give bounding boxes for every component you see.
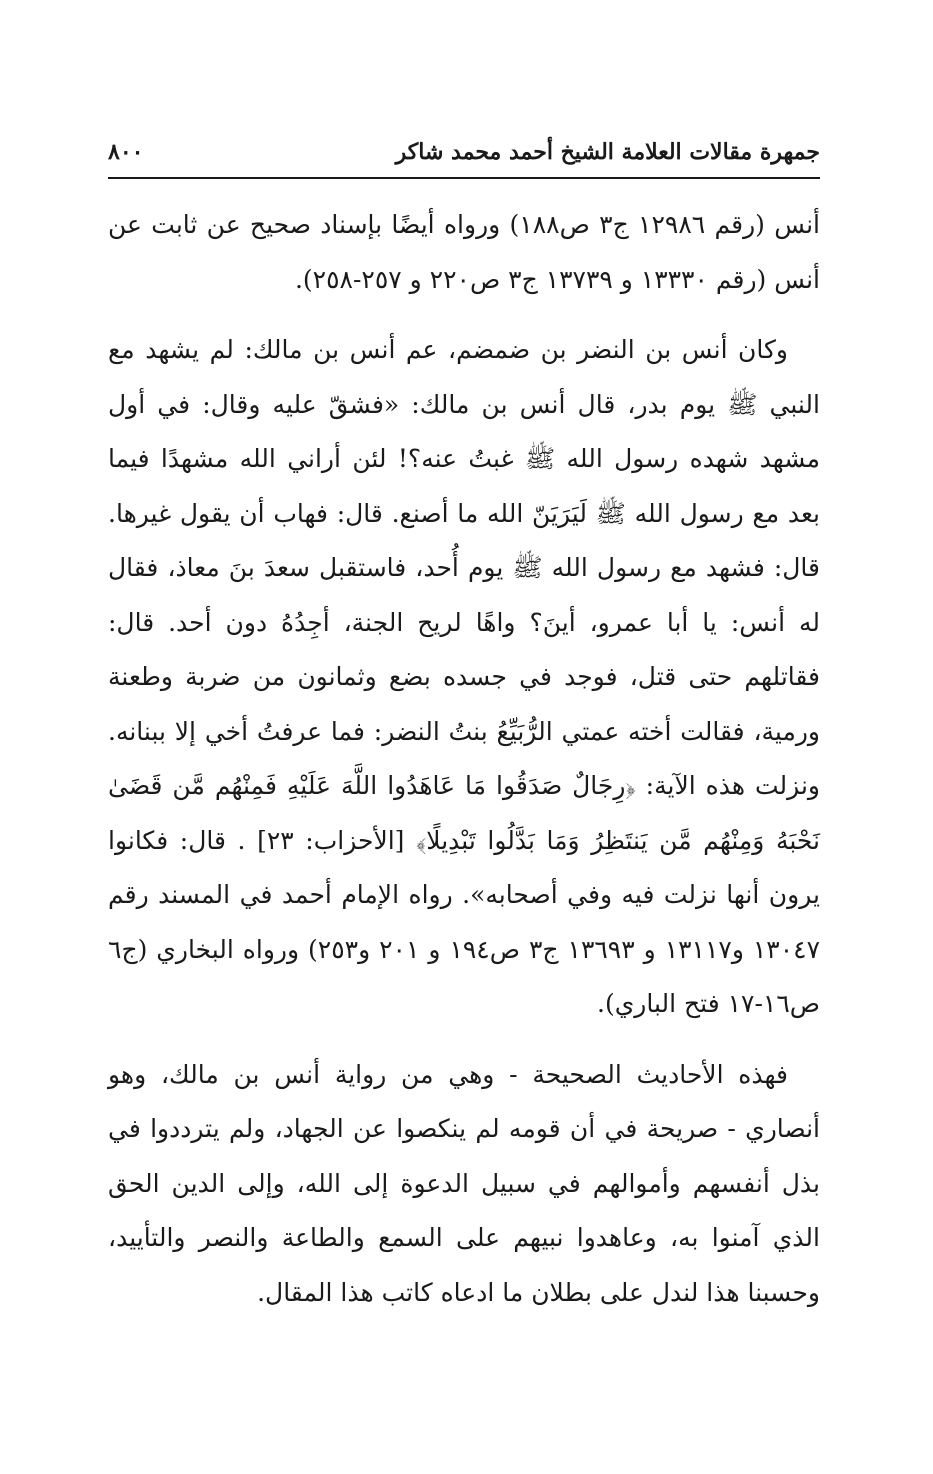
page-number: ٨٠٠	[108, 139, 144, 165]
paragraph-anas-ibn-nadr: وكان أنس بن النضر بن ضمضم، عم أنس بن مالك: لم يشهد مع النبي ﷺ يوم بدر، قال أنس بن مالك: «فشقّ عليه وقال: في أول مشهد شهده رسول الله ﷺ غبتُ عنه؟! لئن أراني الله مشهدًا فيما بعد مع رسول الله ﷺ لَيَرَيَنّ الله ما أصنع. قال: فهاب أن يقول غيرها. قال: فشهد مع رسول الله ﷺ يوم أُحد، فاستقبل سعدَ بنَ معاذ، فقال له أنس: يا أبا عمرو، أينَ؟ واهًا لريح الجنة، أجِدُهُ دون أحد. قال: فقاتلهم حتى قتل، فوجد في جسده بضع وثمانون من ضربة وطعنة ورمية، فقالت أخته عمتي الرُّبَيِّعُ بنتُ النضر: فما عرفتُ أخي إلا ببنانه. ونزلت هذه الآية: ﴿رِجَالٌ صَدَقُوا مَا عَاهَدُوا اللَّهَ عَلَيْهِ فَمِنْهُم مَّن قَضَىٰ نَحْبَهُ وَمِنْهُم مَّن يَنتَظِرُ وَمَا بَدَّلُوا تَبْدِيلًا﴾ [الأحزاب: ٢٣] . قال: فكانوا يرون أنها نزلت فيه وفي أصحابه». رواه الإمام أحمد في المسند رقم ١٣٠٤٧ و١٣١١٧ و ١٣٦٩٣ ج٣ ص١٩٤ و ٢٠١ و٢٥٣) ورواه البخاري (ج٦ ص١٦-١٧ فتح الباري).	[108, 335, 821, 1018]
running-title: جمهرة مقالات العلامة الشيخ أحمد محمد شاكر	[395, 139, 820, 165]
page-header	[108, 132, 820, 172]
header-divider	[108, 177, 820, 179]
paragraph-conclusion: فهذه الأحاديث الصحيحة - وهي من رواية أنس بن مالك، وهو أنصاري - صريحة في أن قومه لم ينكصوا عن الجهاد، ولم يترددوا في بذل أنفسهم وأموالهم في سبيل الدعوة إلى الله، وإلى الدين الحق الذي آمنوا به، وعاهدوا نبيهم على السمع والطاعة والنصر والتأييد، وحسبنا هذا لندل على بطلان ما ادعاه كاتب هذا المقال.	[108, 1059, 820, 1307]
page-body	[108, 198, 820, 1320]
paragraph-continuation: أنس (رقم ١٢٩٨٦ ج٣ ص١٨٨) ورواه أيضًا بإسناد صحيح عن ثابت عن أنس (رقم ١٣٣٣٠ و ١٣٧٣٩ ج٣ ص٢٢٠ و ٢٥٧-٢٥٨).	[108, 210, 820, 294]
